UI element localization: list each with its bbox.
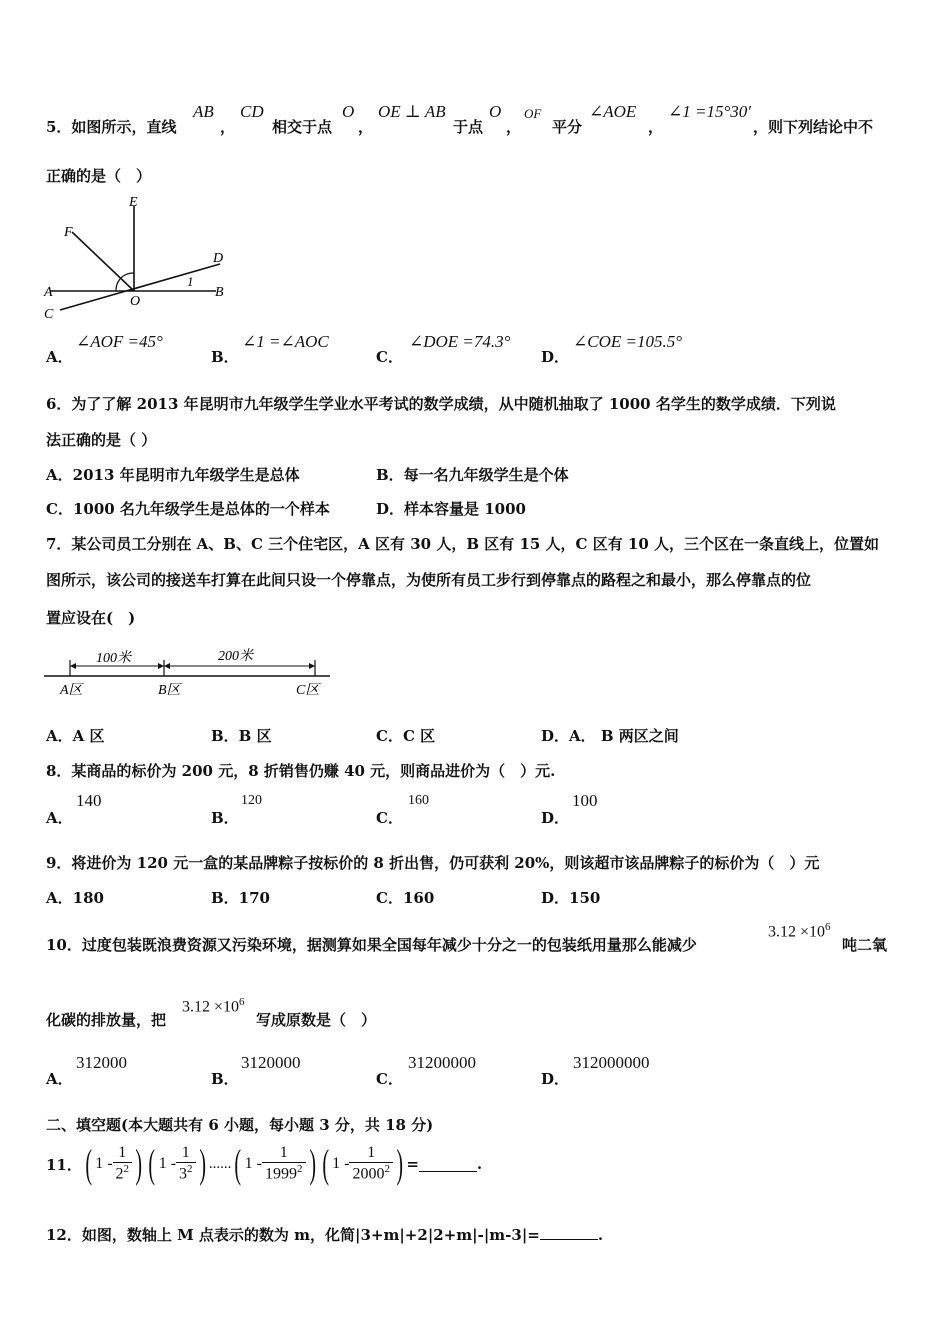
q11-square: 2: [123, 1163, 130, 1176]
paren-close: ): [396, 1141, 403, 1186]
q11-ellipsis: ......: [208, 1155, 232, 1172]
q5-point-o: O: [342, 102, 355, 121]
q11-number: 11．: [46, 1155, 82, 1174]
q6-option-b: B．每一名九年级学生是个体: [376, 466, 569, 484]
q6-line1: 6．为了了解 2013 年昆明市九年级学生学业水平考试的数学成绩，从中随机抽取了 1000 名学生的数学成绩．下列说: [46, 395, 836, 413]
q8-line1: 8．某商品的标价为 200 元，8 折销售仍赚 40 元，则商品进价为（ ）元.: [46, 762, 556, 780]
paren-open: (: [234, 1141, 242, 1186]
q12-period: .: [597, 1226, 604, 1244]
q11-numerator: 1: [176, 1144, 196, 1163]
dist-bc: 200米: [218, 649, 253, 664]
angle-arc-fo: [120, 273, 134, 279]
q5-option-b: ∠1 =∠AOC: [242, 332, 329, 351]
q5-text-intersect: 相交于点: [272, 118, 333, 136]
paren-close: ): [308, 1141, 316, 1186]
paren-close: ): [198, 1141, 206, 1186]
q11-denominator: 2: [115, 1165, 124, 1183]
label-b-zone: B区: [158, 683, 181, 698]
q11-numerator: 1: [113, 1144, 133, 1163]
dist-ab: 100米: [96, 651, 131, 666]
angle-arc-af: [116, 279, 120, 291]
q5-angle-1: ∠1 =15°30′: [668, 102, 751, 121]
q11-numerator: 1: [349, 1144, 393, 1163]
q10-sci-number: [768, 921, 831, 941]
section-heading: 二、填空题(本大题共有 6 小题，每小题 3 分，共 18 分): [46, 1116, 434, 1134]
q10-line1-tail: 吨二氧: [842, 936, 888, 954]
q10-sci-mantissa: 3.12 ×10: [182, 998, 240, 1016]
q5-option-d: ∠COE =105.5°: [573, 332, 683, 351]
q11-expression: [46, 1138, 482, 1190]
q5-figure: [40, 192, 240, 322]
q5-option-a: ∠AOF =45°: [76, 332, 163, 351]
q5-number: 5．如图所示，直线: [46, 118, 177, 136]
q5-comma: ，: [506, 118, 522, 136]
q5-comma: ，: [358, 118, 374, 136]
q12-text: 12．如图，数轴上 M 点表示的数为 m，化简|3+m|+2|2+m|-|m-3|=: [46, 1226, 540, 1244]
q10-sci-exp: 6: [825, 921, 831, 933]
q7-line2: 图所示，该公司的接送车打算在此间只设一个停靠点，为使所有员工步行到停靠点的路程之和最小，那么停靠点的位: [46, 571, 812, 589]
q8-option-a: 140: [76, 791, 102, 810]
q7-line3: 置应设在( ): [46, 609, 136, 627]
q5-perp: OE ⊥ AB: [378, 102, 446, 121]
fraction-1: [113, 1144, 133, 1183]
q11-minus: 1 -: [158, 1155, 177, 1172]
q10-sci-exp: 6: [239, 996, 245, 1008]
q10-option-d-label: D．: [541, 1070, 570, 1088]
q8-option-a-label: A．: [46, 809, 73, 827]
q6-option-c: C．1000 名九年级学生是总体的一个样本: [46, 500, 330, 518]
q10-line2: 化碳的排放量，把: [46, 1011, 167, 1029]
q8-option-b-label: B．: [211, 809, 239, 827]
q11-numerator: 1: [262, 1144, 306, 1163]
label-a-zone: A区: [60, 683, 83, 698]
answer-blank-11[interactable]: [419, 1157, 477, 1172]
q5-option-d-label: D．: [541, 348, 570, 366]
label-c: C: [44, 307, 54, 322]
label-f: F: [64, 225, 73, 240]
q6-option-a: A．2013 年昆明市九年级学生是总体: [46, 466, 300, 484]
q5-option-c: ∠DOE =74.3°: [409, 332, 511, 351]
q11-denominator: 3: [179, 1165, 188, 1183]
fraction-2: [176, 1144, 196, 1183]
q5-ray-of: OF: [524, 106, 542, 121]
q9-line1: 9．将进价为 120 元一盒的某品牌粽子按标价的 8 折出售，仍可获利 20%，则该超市该品牌粽子的标价为（ ）元: [46, 854, 820, 872]
q5-line-cd: CD: [240, 102, 264, 121]
label-1: 1: [187, 274, 194, 289]
q10-sci-number-2: [182, 996, 245, 1016]
q10-option-c: 31200000: [408, 1053, 476, 1072]
q8-option-c: 160: [408, 793, 429, 808]
q5-point-o2: O: [489, 102, 502, 121]
q11-square: 2: [384, 1163, 390, 1176]
paren-open: (: [85, 1141, 92, 1186]
q10-sci-mantissa: 3.12 ×10: [768, 923, 826, 941]
q11-square: 2: [187, 1163, 193, 1176]
q11-denominator: 1999: [265, 1165, 297, 1183]
q10-option-c-label: C．: [376, 1070, 403, 1088]
label-a: A: [44, 285, 53, 300]
q5-text-bisect: 平分: [552, 118, 583, 136]
paren-open: (: [322, 1141, 329, 1186]
q10-line1: 10．过度包装既浪费资源又污染环境，据测算如果全国每年减少十分之一的包装纸用量那么能减少: [46, 936, 697, 954]
q7-option-b: B．B 区: [211, 727, 272, 745]
q10-option-d: 312000000: [573, 1053, 650, 1072]
q11-minus: 1 -: [332, 1155, 350, 1172]
q9-option-b: B．170: [211, 889, 270, 907]
q12-line1: [46, 1224, 603, 1245]
paren-close: ): [135, 1141, 143, 1186]
q10-option-a: 312000: [76, 1053, 127, 1072]
q9-option-c: C．160: [376, 889, 435, 907]
q8-option-d-label: D．: [541, 809, 570, 827]
q11-equals: =: [406, 1155, 419, 1173]
q5-line-ab: AB: [193, 102, 214, 121]
q10-option-b-label: B．: [211, 1070, 239, 1088]
q5-text-at: 于点: [453, 118, 484, 136]
q8-option-b: 120: [241, 793, 262, 808]
q7-option-c: C．C 区: [376, 727, 436, 745]
q5-comma: ，: [220, 118, 236, 136]
q5-stem: [46, 116, 176, 137]
q7-option-a: A．A 区: [46, 727, 105, 745]
q8-option-c-label: C．: [376, 809, 403, 827]
q5-option-c-label: C．: [376, 348, 403, 366]
q11-denominator: 2000: [352, 1165, 385, 1183]
answer-blank-12[interactable]: [540, 1225, 598, 1240]
q10-option-a-label: A．: [46, 1070, 73, 1088]
ray-of: [72, 232, 134, 291]
label-o: O: [130, 294, 141, 309]
q5-line2: 正确的是（ ）: [46, 167, 152, 185]
q8-option-d: 100: [572, 791, 598, 810]
fraction-4: [349, 1144, 393, 1183]
q11-minus: 1 -: [95, 1155, 113, 1172]
q9-option-a: A．180: [46, 889, 104, 907]
paren-open: (: [148, 1141, 156, 1186]
q5-angle-aoe: ∠AOE: [589, 102, 637, 121]
label-b: B: [215, 285, 224, 300]
q9-option-d: D．150: [541, 889, 601, 907]
q7-figure: [40, 642, 340, 700]
fraction-3: [262, 1144, 306, 1183]
q5-option-a-label: A．: [46, 348, 73, 366]
q10-option-b: 3120000: [241, 1053, 301, 1072]
q6-line2: 法正确的是（ ）: [46, 431, 157, 449]
q11-square: 2: [297, 1163, 303, 1176]
label-d: D: [213, 251, 224, 266]
q5-text-tail: ，则下列结论中不: [753, 118, 874, 136]
q5-option-b-label: B．: [211, 348, 239, 366]
q11-period: .: [476, 1155, 483, 1173]
q7-line1: 7．某公司员工分别在 A、B、C 三个住宅区，A 区有 30 人，B 区有 15 人，C 区有 10 人，三个区在一条直线上，位置如: [46, 535, 880, 553]
label-e: E: [129, 195, 138, 210]
q5-comma: ，: [648, 118, 664, 136]
label-c-zone: C区: [296, 683, 320, 698]
q6-option-d: D．样本容量是 1000: [376, 500, 526, 518]
q11-minus: 1 -: [244, 1155, 262, 1172]
q7-option-d: D．A． B 两区之间: [541, 727, 679, 745]
q10-line2-tail: 写成原数是（ ）: [256, 1011, 377, 1029]
